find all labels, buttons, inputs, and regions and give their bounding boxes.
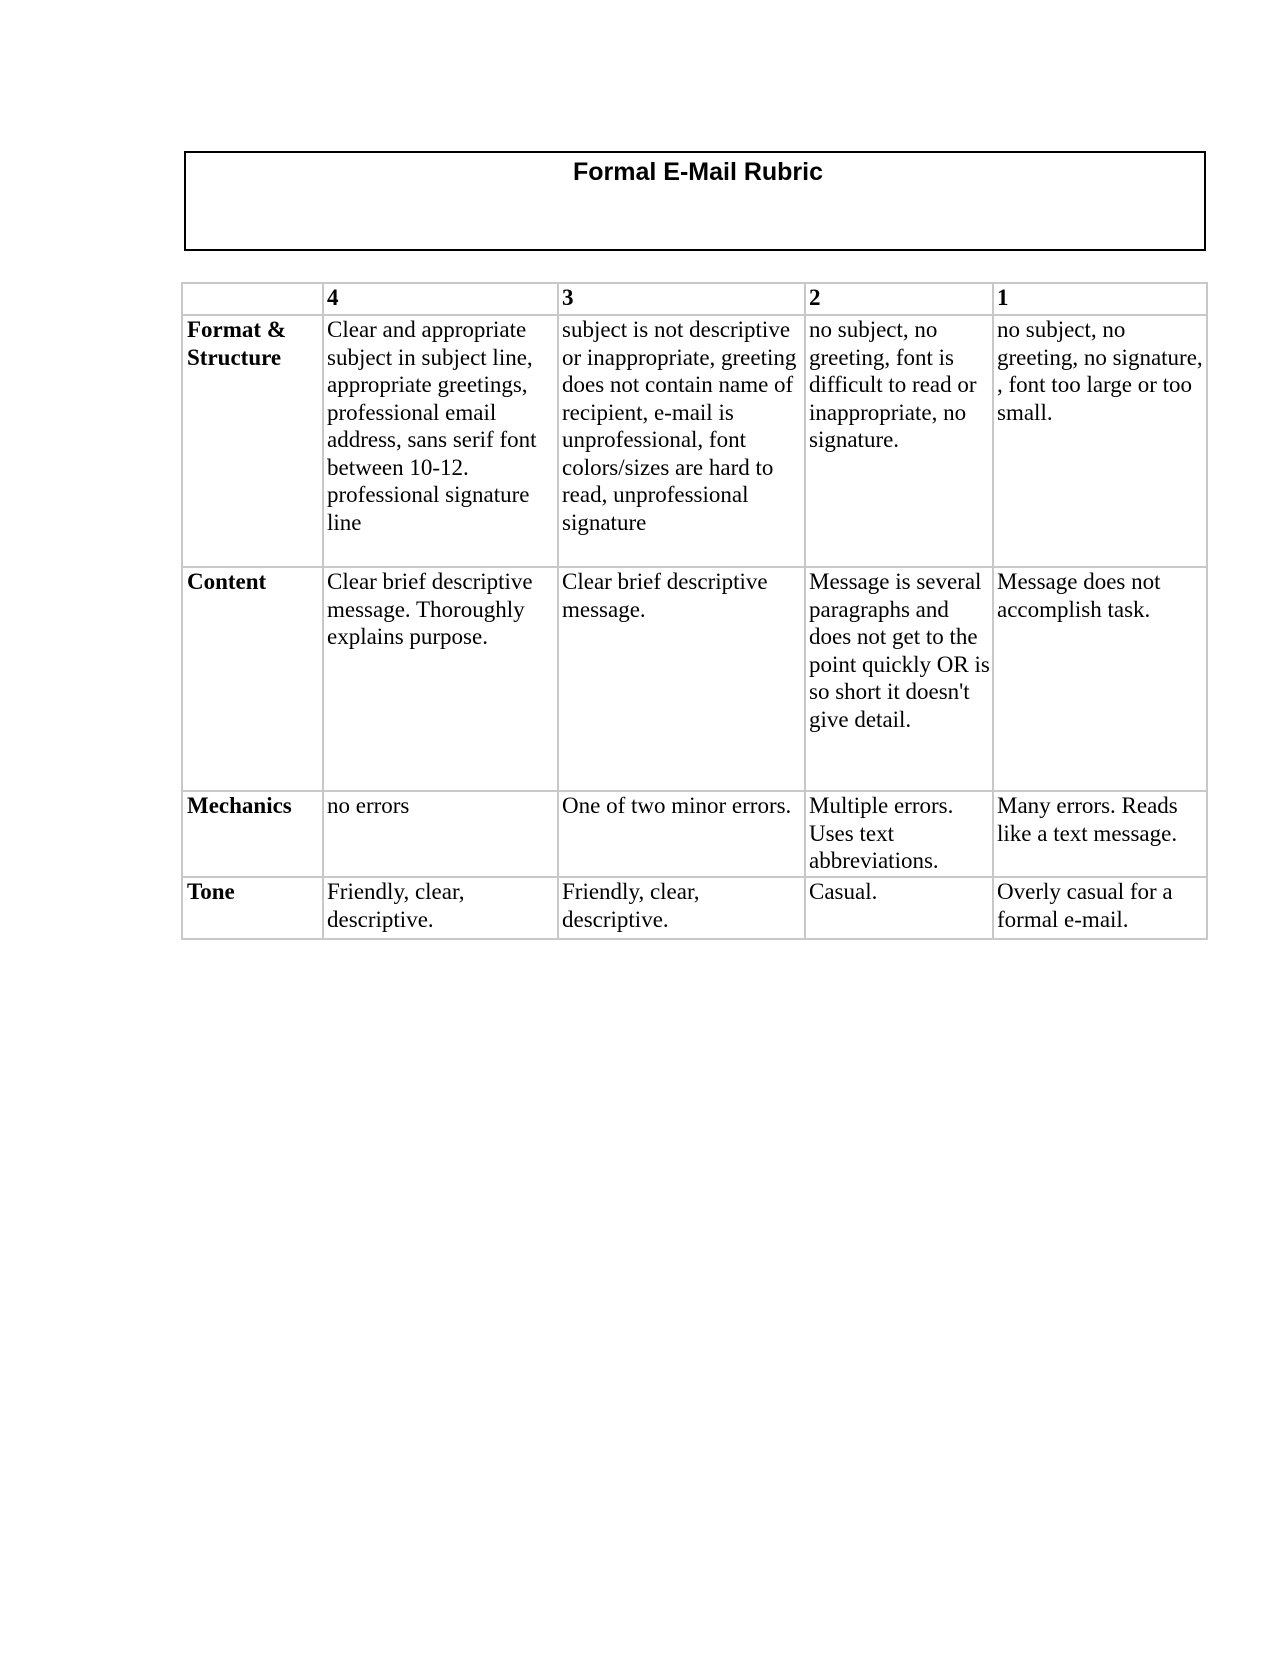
score-1-cell: Many errors. Reads like a text message. xyxy=(993,791,1207,877)
rubric-header-row xyxy=(182,283,1207,315)
rubric-row-tone xyxy=(182,877,1207,939)
header-cell-score-1: 1 xyxy=(993,283,1207,315)
score-1-cell: Overly casual for a formal e-mail. xyxy=(993,877,1207,939)
document-title: Formal E-Mail Rubric xyxy=(572,158,824,186)
score-3-cell: subject is not descriptive or inappropriate, greeting does not contain name of recipient, e-mail is unprofessional, font colors/sizes are hard to read, unprofessional signature xyxy=(558,315,805,567)
score-3-cell: Friendly, clear, descriptive. xyxy=(558,877,805,939)
score-2-cell: Multiple errors. Uses text abbreviations. xyxy=(805,791,993,877)
rubric-row-content xyxy=(182,567,1207,791)
score-2-cell: Message is several paragraphs and does not get to the point quickly OR is so short it doesn't give detail. xyxy=(805,567,993,791)
rubric-table xyxy=(181,282,1208,940)
score-2-cell: Casual. xyxy=(805,877,993,939)
score-4-cell: no errors xyxy=(323,791,558,877)
rubric-row-mechanics xyxy=(182,791,1207,877)
header-cell-score-2: 2 xyxy=(805,283,993,315)
rubric-row-format-structure xyxy=(182,315,1207,567)
score-1-cell: Message does not accomplish task. xyxy=(993,567,1207,791)
criterion-cell: Format & Structure xyxy=(182,315,323,567)
score-2-cell: no subject, no greeting, font is difficult to read or inappropriate, no signature. xyxy=(805,315,993,567)
score-4-cell: Friendly, clear, descriptive. xyxy=(323,877,558,939)
criterion-cell: Tone xyxy=(182,877,323,939)
score-4-cell: Clear brief descriptive message. Thoroughly explains purpose. xyxy=(323,567,558,791)
criterion-cell: Mechanics xyxy=(182,791,323,877)
header-cell-blank xyxy=(182,283,323,315)
score-3-cell: One of two minor errors. xyxy=(558,791,805,877)
criterion-cell: Content xyxy=(182,567,323,791)
score-4-cell: Clear and appropriate subject in subject line, appropriate greetings, professional email address, sans serif font between 10-12. professional signature line xyxy=(323,315,558,567)
score-1-cell: no subject, no greeting, no signature, , font too large or too small. xyxy=(993,315,1207,567)
title-box xyxy=(184,151,1206,251)
header-cell-score-4: 4 xyxy=(323,283,558,315)
header-cell-score-3: 3 xyxy=(558,283,805,315)
score-3-cell: Clear brief descriptive message. xyxy=(558,567,805,791)
